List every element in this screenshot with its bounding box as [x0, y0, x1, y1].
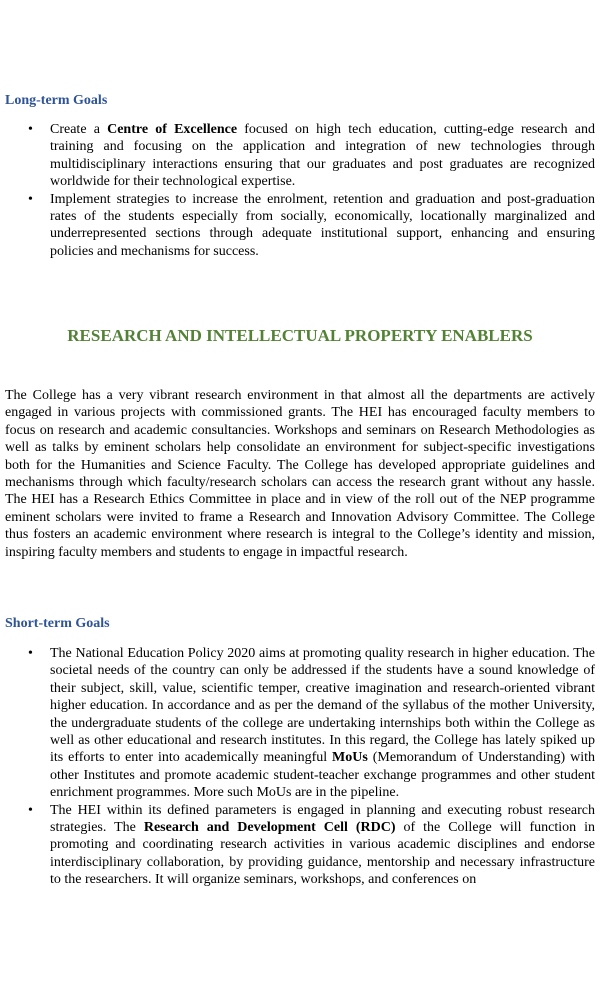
bullet-icon: • — [28, 646, 33, 661]
item-text-bold: Centre of Excellence — [107, 122, 238, 137]
bullet-icon: • — [28, 122, 33, 137]
list-item — [0, 802, 600, 889]
short-term-goals-heading: Short-term Goals — [5, 616, 110, 631]
list-item — [0, 121, 600, 191]
item-text-post: (Memorandum of Understanding) with other Institutes and promote academic student-teacher exchange programmes and other student enrichment programmes. More such MoUs are in the pipeline. — [50, 750, 596, 801]
item-text-pre: Create a — [50, 122, 108, 137]
section-title: RESEARCH AND INTELLECTUAL PROPERTY ENABLERS — [67, 326, 533, 345]
item-text-bold: Research and Development Cell (RDC) — [143, 820, 396, 836]
list-item — [0, 645, 600, 802]
item-text-pre: The HEI within its defined parameters is engaged in planning and executing robust research strategies. The — [50, 802, 595, 836]
bullet-icon: • — [28, 191, 33, 207]
short-term-goals-list — [0, 645, 600, 889]
bullet-icon: • — [28, 802, 33, 818]
item-text: Implement strategies to increase the enrolment, retention and graduation and post-graduation rates of the students especially from socially, economically, locationally marginalized and underrepresented sections through adequate institutional support, enhancing and ensuring policies and mechanisms for success. — [50, 191, 595, 259]
long-term-goals-heading: Long-term Goals — [5, 93, 108, 108]
list-item — [0, 191, 600, 261]
item-text-post: focused on high tech education, cutting-edge research and training and focusing on the application and integration of new technologies through multidisciplinary interactions ensuring that our graduates and post graduates are recognized worldwide for their technological expertise. — [50, 122, 595, 190]
item-text-pre: The National Education Policy 2020 aims at promoting quality research in higher education. The societal needs of the country can only be addressed if the students have a sound knowledge of their subject, skill, value, scientific temper, creative imagination and research-oriented vibrant higher education. In accordance and as per the demand of the syllabus of the mother University, the undergraduate students of the college are undertaking internships both within the College as well as other educational and research institutes. In this regard, the College has lately spiked up its efforts to enter into academically meaningful — [50, 646, 595, 766]
long-term-goals-list — [0, 121, 600, 260]
intro-paragraph: The College has a very vibrant research environment in that almost all the departments are actively engaged in various projects with commissioned grants. The HEI has encouraged faculty members to focus on research and academic consultancies. Workshops and seminars on Research Methodologies as well as talks by eminent scholars help consolidate an environment for subject-specific investigations both for the Humanities and Science Faculty. The College has developed appropriate guidelines and mechanisms through which faculty/research scholars can access the research grant without any hassle. The HEI has a Research Ethics Committee in place and in view of the roll out of the NEP programme eminent scholars were invited to frame a Research and Innovation Advisory Committee. The College thus fosters an academic environment where research is integral to the College’s identity and mission, inspiring faculty members and students to engage in impactful research. — [5, 388, 595, 560]
item-text-post: of the College will function in promoting and coordinating research activities in various academic disciplines and endorse interdisciplinary collaboration, by providing guidance, mentorship and necessary infrastructure to the researchers. It will organize seminars, workshops, and conferences on — [50, 820, 595, 888]
item-text-bold: MoUs — [332, 750, 368, 766]
